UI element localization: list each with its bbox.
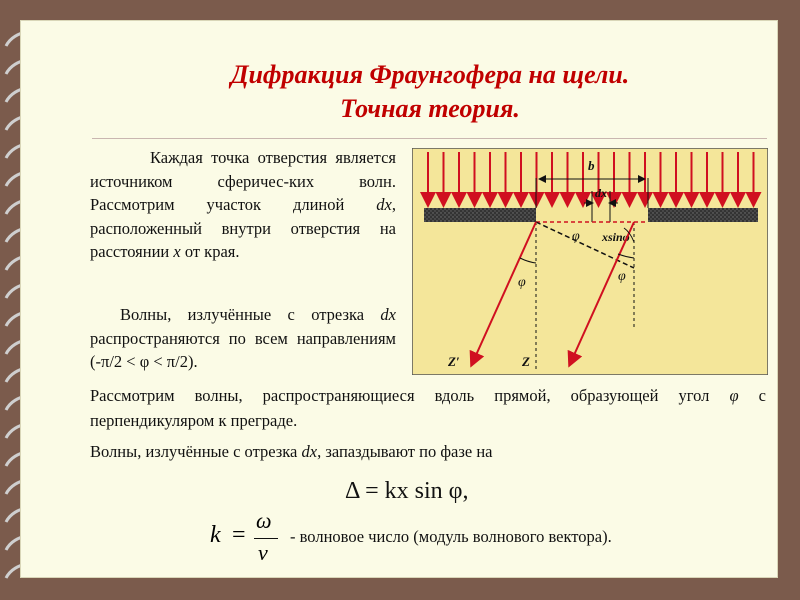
slide-title-line1: Дифракция Фраунгофера на щели. — [230, 60, 630, 89]
paragraph-text: Рассмотрим волны, распространяющиеся вдоль прямой, образующей угол — [90, 386, 730, 405]
math-k: k — [210, 522, 221, 548]
label-xsin: xsinφ — [602, 230, 630, 244]
formula-wave-number — [210, 508, 300, 568]
math-v: v — [258, 540, 268, 565]
title-divider — [92, 138, 767, 139]
math-equals: = — [232, 522, 246, 548]
paragraph-text: Волны, излучённые с отрезка — [90, 442, 302, 461]
label-phi-1: φ — [518, 275, 526, 290]
math-phi: φ — [729, 386, 739, 405]
paragraph-text: с перпендикуляром к преграде. — [90, 386, 766, 430]
paragraph-text: от края. — [180, 242, 240, 262]
figure-background — [412, 148, 768, 375]
math-x: x — [173, 242, 181, 262]
paragraph-text: , расположенный внутри отверстия на расстоянии — [90, 195, 396, 262]
slit-diffraction-diagram — [412, 148, 768, 375]
screen-left — [424, 208, 536, 222]
math-dx: dx — [376, 195, 392, 215]
paragraph-text: , запаздывают по фазе на — [317, 442, 493, 461]
paragraph-angle — [90, 383, 766, 433]
formula-phase-delay: Δ = kx sin φ, — [345, 478, 469, 504]
fraction-bar — [254, 538, 278, 539]
label-z: Z — [522, 354, 530, 369]
paragraph-directions — [90, 303, 396, 374]
screen-right — [648, 208, 758, 222]
wave-number-description: - волновое число (модуль волнового вектора). — [290, 527, 612, 546]
math-dx: dx — [380, 305, 396, 324]
paragraph-text: Волны, излучённые с отрезка — [120, 305, 381, 324]
paragraph-phase-delay — [90, 440, 766, 463]
label-zprime: Z′ — [448, 354, 460, 369]
label-phi-2: φ — [572, 229, 580, 244]
slide-title-line2: Точная теория. — [340, 94, 520, 123]
math-dx: dx — [301, 442, 318, 461]
paragraph-text: Каждая точка отверстия является источником сферичес-ких волн. Рассмотрим участок длиной — [90, 148, 396, 215]
label-dx: dx — [595, 186, 607, 200]
paragraph-text: распространяются по всем направлениям (-π/2 < φ < π/2). — [90, 328, 396, 372]
label-b: b — [588, 158, 595, 173]
paragraph-intro — [90, 146, 396, 264]
label-phi-3: φ — [618, 269, 626, 284]
math-omega: ω — [256, 508, 272, 533]
